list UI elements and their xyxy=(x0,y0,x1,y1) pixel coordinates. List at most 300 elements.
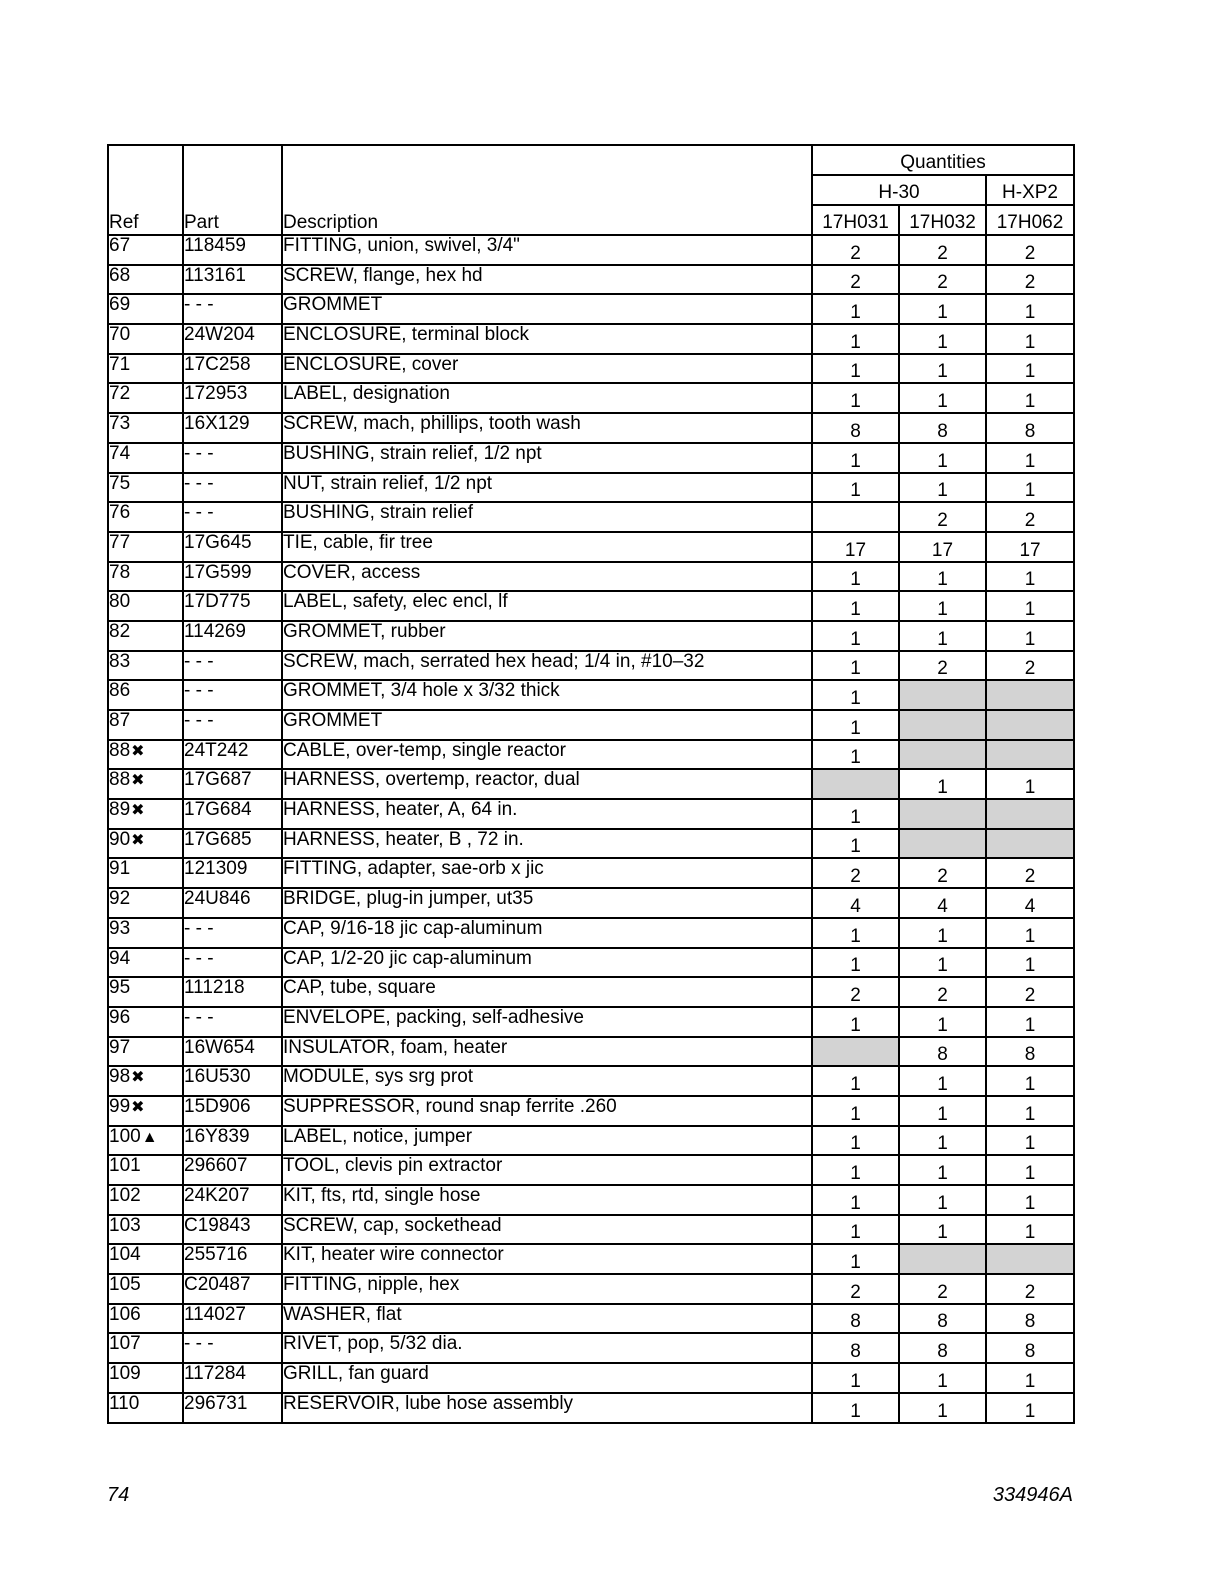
quantity-cell: 1 xyxy=(986,1096,1074,1126)
ref-cell xyxy=(108,740,183,770)
ref-cell xyxy=(108,1333,183,1363)
quantity-cell: 2 xyxy=(812,265,899,295)
table-row xyxy=(108,354,1074,384)
description-cell: LABEL, designation xyxy=(282,383,812,413)
part-number-cell: - - - xyxy=(183,680,282,710)
part-number-cell: - - - xyxy=(183,502,282,532)
quantity-cell: 1 xyxy=(899,562,986,592)
quantity-cell: 1 xyxy=(812,680,899,710)
table-row xyxy=(108,651,1074,681)
part-number-cell: 24T242 xyxy=(183,740,282,770)
quantity-cell: 1 xyxy=(899,1185,986,1215)
ref-cell xyxy=(108,918,183,948)
description-cell: FITTING, union, swivel, 3/4" xyxy=(282,235,812,265)
quantity-cell: 1 xyxy=(899,443,986,473)
table-row xyxy=(108,710,1074,740)
ref-cell xyxy=(108,1126,183,1156)
quantity-cell: 1 xyxy=(899,1007,986,1037)
table-row xyxy=(108,1096,1074,1126)
not-applicable-cell xyxy=(986,680,1074,710)
quantity-cell: 2 xyxy=(899,977,986,1007)
ref-number: 94 xyxy=(109,947,131,969)
ref-cell xyxy=(108,502,183,532)
part-number-cell: 114269 xyxy=(183,621,282,651)
model-17h031-header: 17H031 xyxy=(812,205,899,235)
quantity-cell: 1 xyxy=(812,651,899,681)
description-cell: ENVELOPE, packing, self-adhesive xyxy=(282,1007,812,1037)
ref-cell xyxy=(108,1244,183,1274)
table-row xyxy=(108,1274,1074,1304)
not-applicable-cell xyxy=(899,740,986,770)
quantity-cell: 2 xyxy=(986,502,1074,532)
description-cell: NUT, strain relief, 1/2 npt xyxy=(282,473,812,503)
model-17h032-header: 17H032 xyxy=(899,205,986,235)
ref-number: 75 xyxy=(109,472,131,494)
part-number-cell: 16Y839 xyxy=(183,1126,282,1156)
table-row xyxy=(108,443,1074,473)
quantity-cell: 1 xyxy=(986,1185,1074,1215)
table-row xyxy=(108,473,1074,503)
table-row xyxy=(108,621,1074,651)
description-cell: CAP, 9/16-18 jic cap-aluminum xyxy=(282,918,812,948)
table-row xyxy=(108,1037,1074,1067)
table-row xyxy=(108,1185,1074,1215)
quantity-cell: 2 xyxy=(812,235,899,265)
quantity-cell: 1 xyxy=(812,1244,899,1274)
quantity-cell: 1 xyxy=(812,710,899,740)
ref-number: 106 xyxy=(109,1303,141,1325)
ref-cell xyxy=(108,1007,183,1037)
quantity-cell: 1 xyxy=(899,948,986,978)
description-cell: INSULATOR, foam, heater xyxy=(282,1037,812,1067)
h30-group-header: H-30 xyxy=(812,175,986,205)
quantity-cell: 1 xyxy=(986,621,1074,651)
quantity-cell: 1 xyxy=(812,1215,899,1245)
table-row xyxy=(108,948,1074,978)
ref-cell xyxy=(108,858,183,888)
part-number-cell: 17C258 xyxy=(183,354,282,384)
quantity-cell: 1 xyxy=(986,1007,1074,1037)
part-number-cell: 114027 xyxy=(183,1304,282,1334)
quantity-cell: 1 xyxy=(899,621,986,651)
x-marker-icon: ✖ xyxy=(131,802,145,820)
part-number-cell: 296607 xyxy=(183,1155,282,1185)
part-number-cell: 111218 xyxy=(183,977,282,1007)
description-cell: HARNESS, heater, B , 72 in. xyxy=(282,829,812,859)
quantity-cell: 8 xyxy=(812,1333,899,1363)
part-number-cell: 17G599 xyxy=(183,562,282,592)
quantity-cell: 1 xyxy=(899,324,986,354)
quantity-cell: 1 xyxy=(986,591,1074,621)
ref-number: 80 xyxy=(109,591,131,613)
table-row xyxy=(108,1155,1074,1185)
part-number-cell: 15D906 xyxy=(183,1096,282,1126)
quantity-cell: 1 xyxy=(986,383,1074,413)
table-row xyxy=(108,413,1074,443)
ref-number: 83 xyxy=(109,650,131,672)
table-row xyxy=(108,1007,1074,1037)
part-number-cell: - - - xyxy=(183,948,282,978)
table-row xyxy=(108,383,1074,413)
ref-cell xyxy=(108,948,183,978)
not-applicable-cell xyxy=(899,1244,986,1274)
ref-cell xyxy=(108,1304,183,1334)
ref-number: 88 xyxy=(109,769,131,791)
quantity-cell: 2 xyxy=(812,1274,899,1304)
description-cell: HARNESS, heater, A, 64 in. xyxy=(282,799,812,829)
table-row xyxy=(108,858,1074,888)
quantity-cell: 8 xyxy=(899,1304,986,1334)
quantity-cell: 8 xyxy=(986,413,1074,443)
table-row xyxy=(108,235,1074,265)
ref-number: 72 xyxy=(109,383,131,405)
quantity-cell: 1 xyxy=(812,740,899,770)
ref-cell xyxy=(108,680,183,710)
quantity-cell xyxy=(812,502,899,532)
part-number-cell: - - - xyxy=(183,918,282,948)
x-marker-icon: ✖ xyxy=(131,1069,145,1087)
description-cell: GROMMET xyxy=(282,294,812,324)
table-row xyxy=(108,1244,1074,1274)
quantity-cell: 1 xyxy=(986,473,1074,503)
quantity-cell: 8 xyxy=(812,1304,899,1334)
part-number-cell: 172953 xyxy=(183,383,282,413)
not-applicable-cell xyxy=(899,710,986,740)
table-row xyxy=(108,680,1074,710)
quantity-cell: 8 xyxy=(899,1333,986,1363)
ref-cell xyxy=(108,829,183,859)
x-marker-icon: ✖ xyxy=(131,831,145,849)
ref-cell xyxy=(108,888,183,918)
ref-cell xyxy=(108,265,183,295)
part-number-cell: 16X129 xyxy=(183,413,282,443)
table-row xyxy=(108,532,1074,562)
ref-cell xyxy=(108,532,183,562)
part-number-cell: 121309 xyxy=(183,858,282,888)
quantity-cell: 1 xyxy=(986,1363,1074,1393)
description-cell: FITTING, nipple, hex xyxy=(282,1274,812,1304)
quantity-cell: 1 xyxy=(812,294,899,324)
ref-number: 76 xyxy=(109,502,131,524)
description-cell: SCREW, cap, sockethead xyxy=(282,1215,812,1245)
ref-number: 78 xyxy=(109,561,131,583)
quantity-cell: 1 xyxy=(986,918,1074,948)
quantity-cell: 2 xyxy=(812,858,899,888)
description-cell: LABEL, safety, elec encl, lf xyxy=(282,591,812,621)
ref-cell xyxy=(108,1037,183,1067)
quantity-cell: 1 xyxy=(812,1066,899,1096)
part-number-cell: - - - xyxy=(183,1333,282,1363)
x-marker-icon: ✖ xyxy=(131,772,145,790)
ref-number: 107 xyxy=(109,1333,141,1355)
part-number-cell: - - - xyxy=(183,294,282,324)
ref-number: 98 xyxy=(109,1066,131,1088)
table-row xyxy=(108,740,1074,770)
table-row xyxy=(108,324,1074,354)
ref-cell xyxy=(108,710,183,740)
part-number-cell: 24W204 xyxy=(183,324,282,354)
part-number-cell: 17G645 xyxy=(183,532,282,562)
x-marker-icon: ✖ xyxy=(131,1098,145,1116)
part-number-cell: C19843 xyxy=(183,1215,282,1245)
quantity-cell: 1 xyxy=(899,354,986,384)
quantity-cell: 2 xyxy=(899,502,986,532)
quantity-cell: 17 xyxy=(986,532,1074,562)
ref-cell xyxy=(108,562,183,592)
ref-number: 103 xyxy=(109,1214,141,1236)
not-applicable-cell xyxy=(812,769,899,799)
ref-number: 87 xyxy=(109,710,131,731)
ref-cell xyxy=(108,799,183,829)
ref-number: 97 xyxy=(109,1036,131,1058)
quantity-cell: 2 xyxy=(899,235,986,265)
quantity-cell: 1 xyxy=(812,562,899,592)
table-row xyxy=(108,1304,1074,1334)
description-cell: GROMMET, rubber xyxy=(282,621,812,651)
ref-number: 101 xyxy=(109,1155,141,1177)
description-cell: COVER, access xyxy=(282,562,812,592)
quantity-cell: 1 xyxy=(986,1126,1074,1156)
ref-cell xyxy=(108,1185,183,1215)
description-cell: GROMMET xyxy=(282,710,812,740)
not-applicable-cell xyxy=(812,1037,899,1067)
quantity-cell: 8 xyxy=(812,413,899,443)
ref-number: 110 xyxy=(109,1392,140,1414)
description-cell: RESERVOIR, lube hose assembly xyxy=(282,1393,812,1423)
table-row xyxy=(108,1066,1074,1096)
part-number-cell: - - - xyxy=(183,473,282,503)
description-cell: HARNESS, overtemp, reactor, dual xyxy=(282,769,812,799)
quantity-cell: 4 xyxy=(899,888,986,918)
ref-number: 77 xyxy=(109,531,131,553)
triangle-marker-icon: ▲ xyxy=(141,1128,158,1146)
table-row xyxy=(108,1126,1074,1156)
quantity-cell: 4 xyxy=(812,888,899,918)
ref-cell xyxy=(108,1155,183,1185)
quantity-cell: 1 xyxy=(812,443,899,473)
quantity-cell: 2 xyxy=(986,1274,1074,1304)
table-row xyxy=(108,769,1074,799)
table-row xyxy=(108,502,1074,532)
quantity-cell: 1 xyxy=(899,918,986,948)
quantity-cell: 1 xyxy=(812,1393,899,1423)
quantity-cell: 1 xyxy=(899,591,986,621)
ref-cell xyxy=(108,977,183,1007)
ref-number: 68 xyxy=(109,264,131,286)
quantity-cell: 1 xyxy=(899,769,986,799)
quantity-cell: 1 xyxy=(812,918,899,948)
quantity-cell: 2 xyxy=(899,265,986,295)
ref-cell xyxy=(108,294,183,324)
table-row xyxy=(108,591,1074,621)
quantity-cell: 2 xyxy=(986,651,1074,681)
quantity-cell: 17 xyxy=(899,532,986,562)
quantity-cell: 2 xyxy=(986,858,1074,888)
ref-cell xyxy=(108,769,183,799)
quantity-cell: 8 xyxy=(986,1037,1074,1067)
ref-cell xyxy=(108,1215,183,1245)
part-number-cell: 17D775 xyxy=(183,591,282,621)
part-number-cell: - - - xyxy=(183,710,282,740)
ref-number: 69 xyxy=(109,294,131,316)
ref-number: 91 xyxy=(109,858,131,880)
description-cell: CAP, 1/2-20 jic cap-aluminum xyxy=(282,948,812,978)
table-row xyxy=(108,888,1074,918)
part-number-cell: 17G687 xyxy=(183,769,282,799)
ref-number: 74 xyxy=(109,442,131,464)
quantity-cell: 1 xyxy=(899,1155,986,1185)
description-cell: BUSHING, strain relief xyxy=(282,502,812,532)
description-cell: KIT, fts, rtd, single hose xyxy=(282,1185,812,1215)
quantity-cell: 1 xyxy=(986,1066,1074,1096)
ref-number: 93 xyxy=(109,917,131,939)
part-number-cell: 118459 xyxy=(183,235,282,265)
quantity-cell: 1 xyxy=(812,1155,899,1185)
description-cell: SCREW, mach, serrated hex head; 1/4 in, #10–32 xyxy=(282,651,812,681)
description-cell: LABEL, notice, jumper xyxy=(282,1126,812,1156)
quantity-cell: 2 xyxy=(899,858,986,888)
document-number: 334946A xyxy=(992,1484,1073,1506)
ref-cell xyxy=(108,413,183,443)
description-cell: ENCLOSURE, terminal block xyxy=(282,324,812,354)
quantity-cell: 1 xyxy=(812,1185,899,1215)
quantity-cell: 1 xyxy=(812,383,899,413)
ref-number: 90 xyxy=(109,828,131,850)
quantity-cell: 1 xyxy=(812,621,899,651)
quantity-cell: 1 xyxy=(986,948,1074,978)
table-header xyxy=(108,145,1074,235)
hxp2-group-header: H-XP2 xyxy=(986,175,1074,205)
table-row xyxy=(108,799,1074,829)
ref-cell xyxy=(108,324,183,354)
ref-number: 89 xyxy=(109,799,131,821)
ref-cell xyxy=(108,443,183,473)
ref-number: 86 xyxy=(109,680,131,702)
ref-number: 88 xyxy=(109,739,131,761)
table-body xyxy=(108,235,1074,1423)
ref-cell xyxy=(108,354,183,384)
part-number-cell: - - - xyxy=(183,651,282,681)
table-row xyxy=(108,1333,1074,1363)
x-marker-icon: ✖ xyxy=(131,742,145,760)
ref-number: 73 xyxy=(109,413,131,435)
not-applicable-cell xyxy=(899,799,986,829)
quantity-cell: 1 xyxy=(986,562,1074,592)
quantity-cell: 1 xyxy=(986,443,1074,473)
table-row xyxy=(108,265,1074,295)
ref-cell xyxy=(108,1096,183,1126)
ref-cell xyxy=(108,235,183,265)
description-cell: TIE, cable, fir tree xyxy=(282,532,812,562)
description-cell: KIT, heater wire connector xyxy=(282,1244,812,1274)
quantity-cell: 8 xyxy=(899,413,986,443)
table-row xyxy=(108,294,1074,324)
quantity-cell: 8 xyxy=(899,1037,986,1067)
part-header: Part xyxy=(183,145,282,235)
quantity-cell: 1 xyxy=(986,294,1074,324)
ref-number: 82 xyxy=(109,620,131,642)
quantity-cell: 1 xyxy=(899,1363,986,1393)
part-number-cell: 17G684 xyxy=(183,799,282,829)
quantity-cell: 8 xyxy=(986,1333,1074,1363)
part-number-cell: 17G685 xyxy=(183,829,282,859)
description-cell: SCREW, mach, phillips, tooth wash xyxy=(282,413,812,443)
not-applicable-cell xyxy=(986,829,1074,859)
quantity-cell: 1 xyxy=(899,473,986,503)
description-cell: MODULE, sys srg prot xyxy=(282,1066,812,1096)
model-17h062-header: 17H062 xyxy=(986,205,1074,235)
ref-number: 96 xyxy=(109,1006,131,1028)
quantity-cell: 2 xyxy=(986,235,1074,265)
description-cell: SUPPRESSOR, round snap ferrite .260 xyxy=(282,1096,812,1126)
part-number-cell: 296731 xyxy=(183,1393,282,1423)
description-cell: GRILL, fan guard xyxy=(282,1363,812,1393)
part-number-cell: 24U846 xyxy=(183,888,282,918)
quantity-cell: 1 xyxy=(899,1096,986,1126)
ref-number: 99 xyxy=(109,1095,131,1117)
quantity-cell: 2 xyxy=(986,265,1074,295)
part-number-cell: 16W654 xyxy=(183,1037,282,1067)
quantity-cell: 4 xyxy=(986,888,1074,918)
description-cell: TOOL, clevis pin extractor xyxy=(282,1155,812,1185)
ref-number: 102 xyxy=(109,1185,141,1206)
description-cell: CAP, tube, square xyxy=(282,977,812,1007)
ref-cell xyxy=(108,473,183,503)
description-cell: ENCLOSURE, cover xyxy=(282,354,812,384)
quantity-cell: 17 xyxy=(812,532,899,562)
quantity-cell: 1 xyxy=(812,1007,899,1037)
ref-cell xyxy=(108,591,183,621)
quantity-cell: 1 xyxy=(812,324,899,354)
ref-number: 92 xyxy=(109,888,131,910)
quantity-cell: 1 xyxy=(899,294,986,324)
parts-table xyxy=(107,144,1075,1424)
description-cell: BRIDGE, plug-in jumper, ut35 xyxy=(282,888,812,918)
quantity-cell: 1 xyxy=(986,1215,1074,1245)
quantity-cell: 1 xyxy=(986,769,1074,799)
description-cell: GROMMET, 3/4 hole x 3/32 thick xyxy=(282,680,812,710)
quantity-cell: 2 xyxy=(899,1274,986,1304)
not-applicable-cell xyxy=(986,1244,1074,1274)
part-number-cell: C20487 xyxy=(183,1274,282,1304)
quantity-cell: 1 xyxy=(812,473,899,503)
description-cell: CABLE, over-temp, single reactor xyxy=(282,740,812,770)
ref-cell xyxy=(108,621,183,651)
quantity-cell: 1 xyxy=(812,591,899,621)
ref-cell xyxy=(108,1066,183,1096)
quantity-cell: 1 xyxy=(812,948,899,978)
not-applicable-cell xyxy=(899,680,986,710)
table-row xyxy=(108,829,1074,859)
ref-cell xyxy=(108,1274,183,1304)
table-row xyxy=(108,918,1074,948)
ref-cell xyxy=(108,383,183,413)
quantity-cell: 2 xyxy=(812,977,899,1007)
ref-cell xyxy=(108,1393,183,1423)
ref-cell xyxy=(108,1363,183,1393)
table-row xyxy=(108,977,1074,1007)
part-number-cell: 117284 xyxy=(183,1363,282,1393)
quantity-cell: 1 xyxy=(986,1155,1074,1185)
quantity-cell: 1 xyxy=(986,354,1074,384)
ref-cell xyxy=(108,651,183,681)
quantity-cell: 1 xyxy=(812,829,899,859)
quantity-cell: 1 xyxy=(986,1393,1074,1423)
quantity-cell: 1 xyxy=(899,1126,986,1156)
part-number-cell: - - - xyxy=(183,1007,282,1037)
ref-number: 105 xyxy=(109,1274,141,1296)
table-row xyxy=(108,1363,1074,1393)
